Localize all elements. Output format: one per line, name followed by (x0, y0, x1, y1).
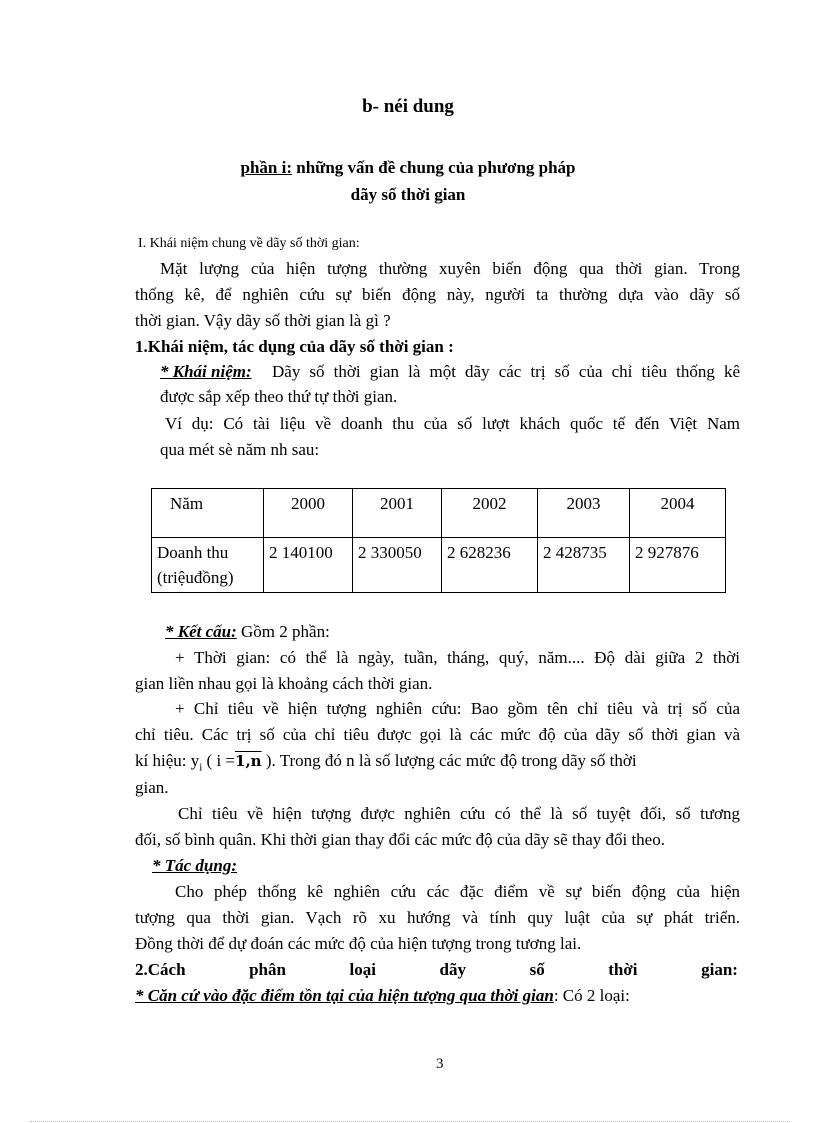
time-line-1: + Thời gian: có thể là ngày, tuần, tháng, quý, năm.... Độ dài giữa 2 thời (175, 648, 740, 667)
table-cell: 2 927876 (630, 538, 726, 593)
example-line-1: Ví dụ: Có tài liệu về doanh thu của số lượt khách quốc tế đến Việt Nam (165, 414, 740, 433)
concept-line-2: được sắp xếp theo thứ tự thời gian. (160, 387, 398, 406)
revenue-table (151, 488, 726, 593)
heading-word: dãy (439, 960, 467, 979)
table-cell: Năm (152, 489, 264, 538)
heading-word: loại (349, 960, 376, 979)
structure-line (165, 619, 330, 645)
index-close: ). Trong đó n là số lượng các mức độ trong dãy số thời (261, 751, 637, 770)
indicator-line-3 (135, 748, 740, 774)
page-title: b- néi dung (362, 96, 454, 117)
basis-text: : Có 2 loại: (553, 986, 630, 1005)
effect-label: * Tác dụng: (152, 856, 237, 875)
symbol-subscript: i (199, 761, 203, 774)
structure-label: * Kết cấu: (165, 622, 237, 641)
effect-line-2: tượng qua thời gian. Vạch rõ xu hướng và tính quy luật của sự phát triển. (135, 908, 740, 927)
heading-word: 2.Cách (135, 960, 186, 979)
table-cell: 2004 (630, 489, 726, 538)
concept-text: Dãy số thời gian là một dãy các trị số của chỉ tiêu thống kê (272, 362, 740, 381)
subsection-1-heading: 1.Khái niệm, tác dụng của dãy số thời gian : (135, 337, 454, 356)
row-label-1: Doanh thu (157, 543, 229, 562)
row-label-2: (triệuđồng) (157, 568, 234, 587)
effect-line-3: Đồng thời để dự đoán các mức độ của hiện tượng trong tương lai. (135, 934, 582, 953)
table-cell: 2003 (538, 489, 630, 538)
classification-basis (135, 983, 630, 1009)
part-heading-line1 (0, 158, 816, 178)
table-cell: 2000 (264, 489, 353, 538)
time-line-2: gian liền nhau gọi là khoảng cách thời gian. (135, 674, 433, 693)
indicator-line-2: chỉ tiêu. Các trị số của chỉ tiêu được gọi là các mức độ của dãy số thời gian và (135, 725, 740, 744)
heading-word: thời (608, 960, 638, 979)
basis-label: * Căn cứ vào đặc điểm tồn tại của hiện tượng qua thời gian (135, 986, 554, 1005)
table-cell: 2 330050 (353, 538, 442, 593)
example-line-2: qua mét sè năm nh sau: (160, 440, 320, 459)
table-header-row (152, 489, 726, 538)
page-bottom-divider (30, 1121, 790, 1122)
intro-line-3: thời gian. Vậy dãy số thời gian là gì ? (135, 311, 391, 330)
abs-line-1: Chỉ tiêu về hiện tượng được nghiên cứu có thể là số tuyệt đối, số tương (178, 804, 740, 823)
table-cell: 2 428735 (538, 538, 630, 593)
heading-word: gian: (701, 960, 738, 979)
table-cell (152, 538, 264, 593)
effect-line-1: Cho phép thống kê nghiên cứu các đặc điểm về sự biến động của hiện (175, 882, 740, 901)
symbol-y: kí hiệu: y (135, 751, 200, 770)
intro-line-2: thống kê, để nghiên cứu sự biến động này, người ta thường dựa vào dãy số (135, 285, 740, 304)
table-cell: 2001 (353, 489, 442, 538)
heading-word: phân (249, 960, 286, 979)
index-range: 1,n (235, 752, 262, 770)
indicator-line-4: gian. (135, 778, 169, 797)
table-row (152, 538, 726, 593)
abs-line-2: đối, số bình quân. Khi thời gian thay đổi các mức độ của dãy sẽ thay đổi theo. (135, 830, 665, 849)
table-cell: 2 628236 (442, 538, 538, 593)
classification-heading (135, 957, 738, 983)
indicator-line-1: + Chỉ tiêu về hiện tượng nghiên cứu: Bao gồm tên chỉ tiêu và trị số của (175, 699, 740, 718)
table-cell: 2002 (442, 489, 538, 538)
page-number: 3 (436, 1056, 444, 1072)
section-heading: I. Khái niệm chung về dãy số thời gian: (138, 236, 360, 251)
part-title: những vấn đề chung của phương pháp (291, 158, 576, 177)
concept-line-1 (160, 359, 740, 385)
index-open: ( i = (202, 751, 236, 770)
heading-word: số (529, 960, 545, 979)
part-heading-line2: dãy số thời gian (350, 185, 466, 204)
intro-line-1: Mặt lượng của hiện tượng thường xuyên biến động qua thời gian. Trong (160, 259, 740, 278)
table-cell: 2 140100 (264, 538, 353, 593)
part-label: phần i: (240, 158, 292, 177)
structure-text: Gồm 2 phần: (236, 622, 330, 641)
concept-label: * Khái niệm: (160, 362, 252, 381)
